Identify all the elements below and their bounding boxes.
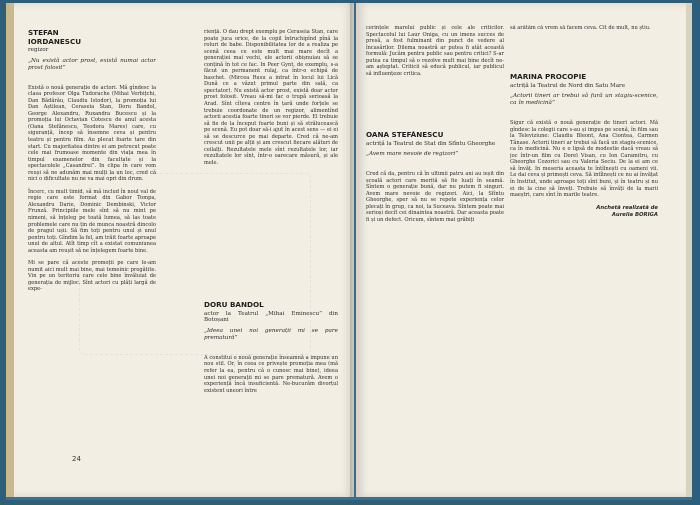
left-column-2-top xyxy=(204,29,338,271)
stefan-paragraph-3: Mi se pare că aceste promoții pe care le-am numit aici mult mai bine, mai temeinic pregătite. Vin pe un teritoriu care cele bine învăluiat de generația de mijloc. Sînt actori cu plăți largă de expe- xyxy=(28,260,156,293)
right-page xyxy=(356,3,686,497)
page-number: 24 xyxy=(72,455,81,463)
page-edge-left xyxy=(6,3,14,497)
stefan-quote: „Nu există actor prost, există numai actor prost folosit” xyxy=(28,57,156,71)
doru-name: DORU BANDOL xyxy=(204,301,264,309)
marina-paragraph: Sigur că există o nouă generație de tineri actori. Mă gîndesc la colegii care s-au și impus pe scenă, în film sau la Televiziune: Claudiu Bleont, Ana Ciontea, Carmen Tănase. Actorii tineri ar trebui să facă un stagiu-scenice, ca în medicină. Nu e o lipsă de modestie dacă vreau să joc într-un film cu Dorel Visan, cu Ion Caramitru, cu Gheorghe Cozorici sau cu Valeria Seciu. De la ei am ce să învăț. In meseria aceasta te întîlnești cu oameni vii. Le dai ceva și primești ceva. Să intîlnești ce nu ai învățat în Institut, unde aproape toți sînt buni, și în teatru și nu ei de la cine să înveți. Trebuie să învăți de la marii maeștri, care sînt în marile teatre. xyxy=(510,120,658,199)
marina-role: actriță la Teatrul de Nord din Satu Mare xyxy=(510,82,626,89)
continued-text: cerințele marelui public și cele ale criticilor. Spectacolul lui Laur Oniga, cu un imens succes de presă, a fost fulminant din punct de vedere al încasărilor. Dilema noastră ar putea fi atât această formulă: Jucăm pentru public sau pentru critici? S-ar putea ca timpul să o rezolve mult mai bine decît ne-am așteptat. Criticii să educă publicul, iar publicul să influențeze critica. xyxy=(366,25,504,77)
middle-column-text: riență. O dau drept exemplu pe Ceraseia Stan, care poate juca orice, de la copil întruchipînd pînă la roluri de babe. Disponibilitatea lor de a realiza pe scenă ceea ce este mult mai mare decît a generației mai vechi, ele actorii obișnuiau să se conțină în tot ce fac. In Peer Gynt, de exemplu, s-a făcut un permanent rulaj, ca într-o echipă de baschet. (Mircea Rusu a intrat în locul lui Lică Dună ce a văzut primul parte din sală, ca spectator). Nu există actor prost, există doar actor prost folosit. Vreau să-mi fac o trupă serioasă la Arad. Sînt cîteva centre în țară unde forțele se trebuie coordonate de un regizor, alimentînd actorii acestia foarte tineri se vor pierde. El trebuie să fie de la început foarte buni și să strălucească pe scenă. Eu pot doar să-i ajut în acest sens — ei ei să se descurce pe mai departe. Cred că ne-am crescut unii pe alții și am crescut fiecare alături de ceilalți. Rezultatele mele sînt rezultatele lor, iar rezultatele lor sînt, într-o oarecare măsură, și ale mele. xyxy=(204,29,338,166)
marina-quote: „Actorii tineri ar trebui să fură un stagiu-scenice, ca în medicină” xyxy=(510,93,658,107)
oana-quote: „Avem mare nevoie de regizori” xyxy=(366,151,459,158)
left-column-1 xyxy=(28,29,156,461)
right-column-2-top xyxy=(510,25,658,45)
oana-paragraph: Cred că da, pentru că în ultimii patru ani au ieșit din școală actori care merită să fie luați în seamă. Sîntem o generație bună, dar nu putem fi singuri. Avem mare nevoie de regizori. Aici, la Sfîntu Gheorghe, sper să nu se repete experiența celor plecați în grup, ca noi, la Suceava. Sîntem poate mai serioși decît cei dinaintea noastră. Dar aceasta poate fi și un defect. Oricum, sîntem mai grăbiți xyxy=(366,171,504,224)
oana-name: OANA STEFĂNESCU xyxy=(366,131,444,139)
page-edge-right xyxy=(686,3,692,497)
left-page xyxy=(14,3,354,497)
continued-text-2: să arătăm că vrem să facem ceva. Cît de mult, nu știu. xyxy=(510,25,651,31)
stefan-name: STEFAN IORDANESCU xyxy=(28,29,82,46)
stefan-role: regizor xyxy=(28,47,49,53)
marina-name: MARINA PROCOPIE xyxy=(510,73,587,81)
magazine-spread xyxy=(6,3,692,500)
oana-section xyxy=(366,131,504,291)
doru-section xyxy=(204,301,338,477)
doru-quote: „Ideea unei noi generații mi se pare prematură” xyxy=(204,328,338,341)
doru-paragraph: A constitui o nouă generație înseamnă a impune un nou stil. Or, în ceea ce privește promoția mea (mă refer la ea, pentru că o cunosc mai bine), ideea unei noi generații mi se pare prematură. Avem o experiență încă insuficientă. Ne-bucurăm divorțul existent uneori între xyxy=(204,354,338,394)
stefan-paragraph-2: Încerc, cu mult timid, să mă includ în noul val de regie care este format din Gabor Tompa, Alexandru Darie, Dominic Dembinski, Victor Frunză. Principiile mele sînt să nu mint pe nimeni, să înțeleg pe toată lumea, să las toate problemele care nu țin de munca noastră dincolo de pragul ușii. Să fim toți pentru unul și unul pentru toți. Gîndim la fel, am trăit foarte aproape unul de altul. Atît timp cît a existat comuniunea aceasta am reușit să ne înțelegem foarte bine. xyxy=(28,188,156,254)
right-column-1-top xyxy=(366,25,504,131)
oana-role: actriță la Teatrul de Stat din Sfîntu Gheorghe xyxy=(366,140,496,147)
marina-section xyxy=(510,73,658,297)
doru-role: actor la Teatrul „Mihai Eminescu” din Botoșani xyxy=(204,310,338,324)
byline: Anchetă realizată de Aurelia BORIGA xyxy=(596,204,658,218)
stefan-paragraph-1: Există o nouă generație de actori. Mă gîndesc la clasa profesor Olga Tudorache (Mihai Verbițchi, Dan Bădărău, Claudiu Istodor), la promoția lui Dan Aștilean, Ceraseia Stan, Doru Bandol, George Alexandru, Ruxandra Bucescu și la promoția lui Octavian Cotescu de anul acesta (Oana Stefănescu, Teodora Mares) care, cu siguranță, încep să însemne ceva și pentru teatru și pentru film. Au plecat foarte tare din start. Cu majoritatea dintre ei am petrecut poate cele mai frumoase momente din viața mea în timpul examenelor din facultate și la spectacolele „Casandrei”. In clipa în care vom reuși să ne adunăm mai mulți la un loc, cred că nici o dificultate nu ne va mai opri din drum. xyxy=(28,84,156,183)
